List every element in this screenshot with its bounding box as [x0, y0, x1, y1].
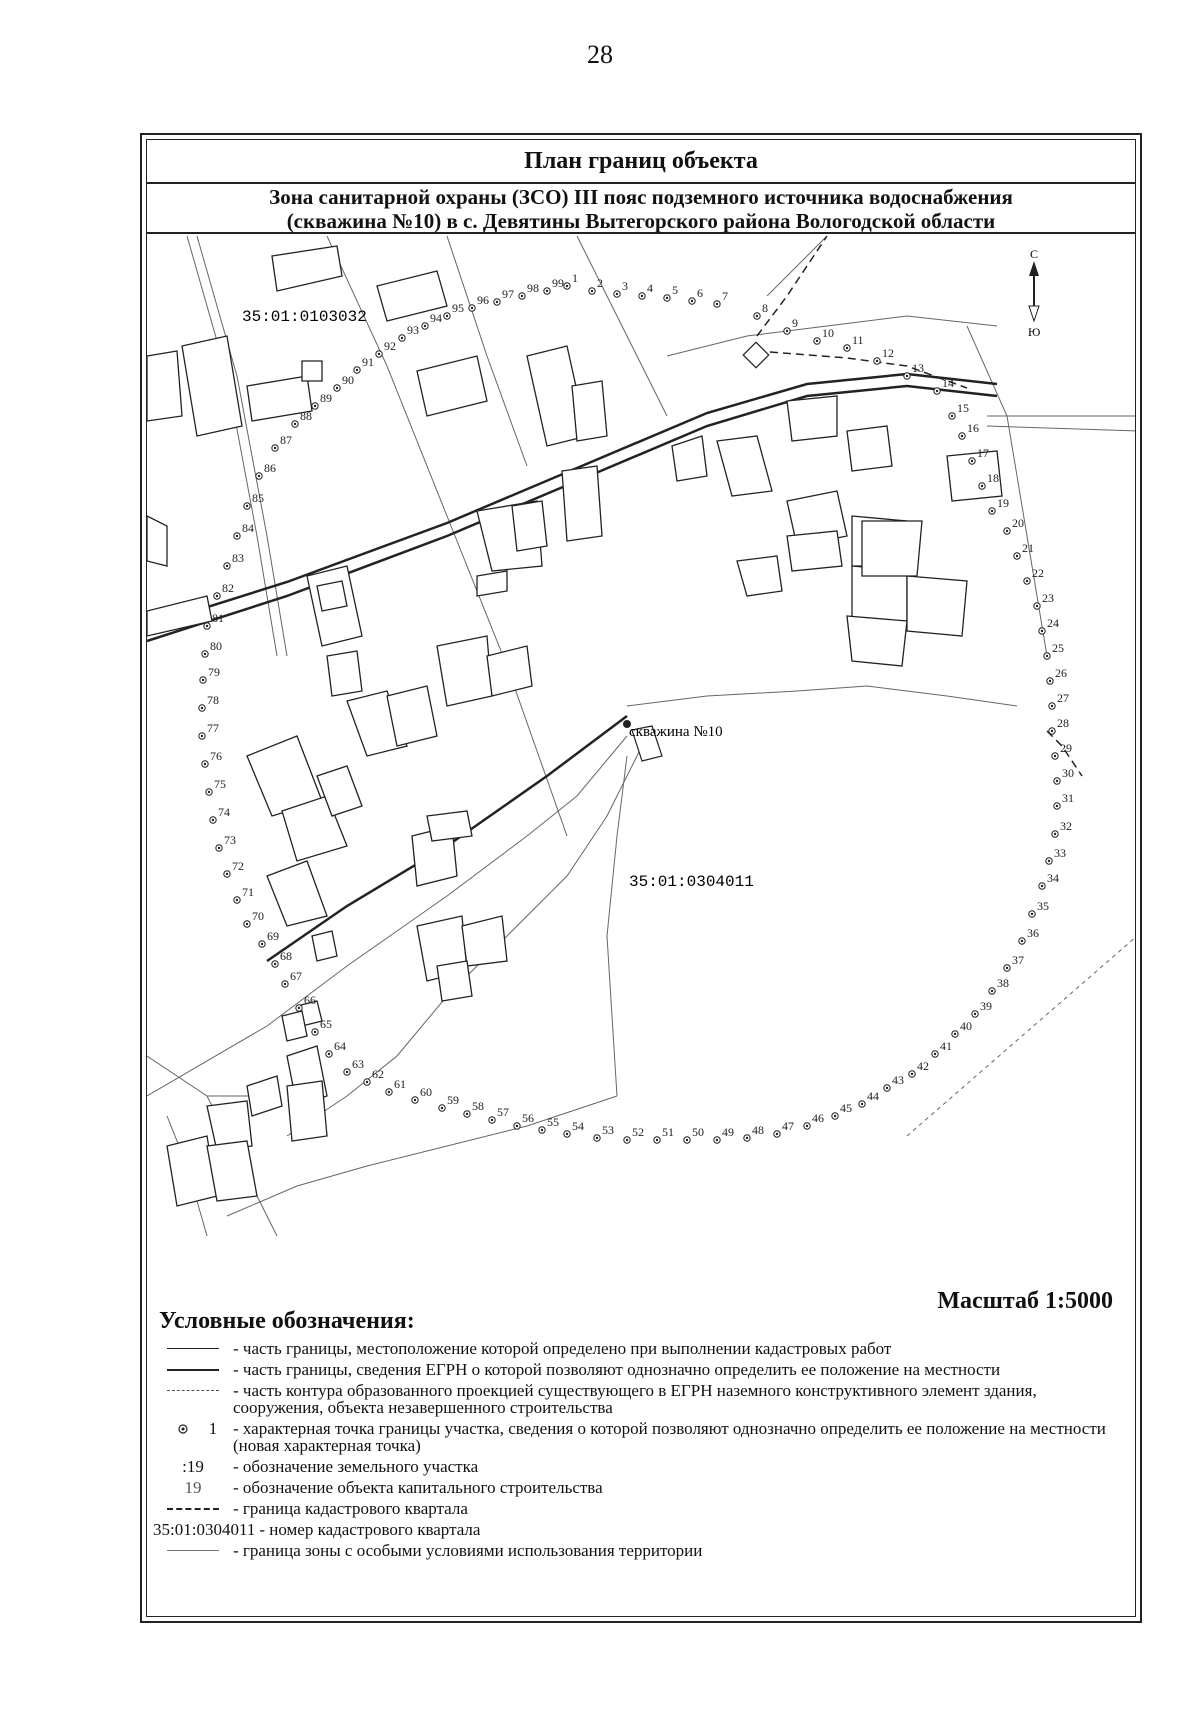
boundary-point-dot	[314, 405, 316, 407]
boundary-point-dot	[516, 1125, 518, 1127]
boundary-point-label: 80	[210, 639, 222, 653]
boundary-point-dot	[471, 307, 473, 309]
boundary-point-dot	[218, 847, 220, 849]
legend-row	[153, 1420, 1125, 1454]
boundary-point-label: 73	[224, 833, 236, 847]
boundary-point-dot	[378, 353, 380, 355]
boundary-point-dot	[566, 285, 568, 287]
legend-line-bold-icon	[167, 1369, 219, 1371]
boundary-point-dot	[204, 653, 206, 655]
boundary-point-dot	[906, 375, 908, 377]
boundary-point-dot	[246, 923, 248, 925]
boundary-point-dot	[1031, 913, 1033, 915]
boundary-point-label: 92	[384, 339, 396, 353]
boundary-point-label: 24	[1047, 616, 1059, 630]
boundary-point-label: 31	[1062, 791, 1074, 805]
boundary-point-label: 40	[960, 1019, 972, 1033]
boundary-point-dot	[212, 819, 214, 821]
legend-title: Условные обозначения:	[159, 1308, 415, 1334]
boundary-point-label: 49	[722, 1125, 734, 1139]
boundary-point-dot	[691, 300, 693, 302]
page-title: План границ объекта	[524, 148, 758, 174]
boundary-point-label: 27	[1057, 691, 1069, 705]
boundary-point-label: 29	[1060, 741, 1072, 755]
boundary-point-dot	[786, 330, 788, 332]
boundary-point-dot	[1051, 730, 1053, 732]
boundary-point-label: 51	[662, 1125, 674, 1139]
boundary-point-label: 42	[917, 1059, 929, 1073]
boundary-point-label: 84	[242, 521, 254, 535]
legend-text: - характерная точка границы участка, сведения о которой позволяют однозначно определить ее положение на местности (новая характерная точка)	[233, 1419, 1106, 1455]
boundary-point-dot	[1016, 555, 1018, 557]
boundary-point-label: 16	[967, 421, 979, 435]
boundary-point-label: 62	[372, 1067, 384, 1081]
boundary-point-dot	[951, 415, 953, 417]
boundary-point-dot	[911, 1073, 913, 1075]
legend-line-dotted-icon	[167, 1390, 219, 1391]
boundary-point-dot	[566, 1133, 568, 1135]
boundary-point-label: 5	[672, 283, 678, 297]
boundary-point-dot	[686, 1139, 688, 1141]
boundary-point-dot	[846, 347, 848, 349]
boundary-point-label: 86	[264, 461, 276, 475]
plan-inner-frame	[146, 139, 1136, 1617]
boundary-point-dot	[1049, 680, 1051, 682]
boundary-point-dot	[441, 1107, 443, 1109]
boundary-point-dot	[1051, 705, 1053, 707]
boundary-point-label: 61	[394, 1077, 406, 1091]
boundary-point-dot	[806, 1125, 808, 1127]
boundary-point-label: 98	[527, 281, 539, 295]
legend-row	[153, 1500, 1125, 1517]
boundary-point-dot	[261, 943, 263, 945]
legend-row	[153, 1382, 1125, 1416]
boundary-point-label: 54	[572, 1119, 584, 1133]
boundary-point-dot	[236, 535, 238, 537]
boundary-point-dot	[756, 315, 758, 317]
boundary-point-dot	[258, 475, 260, 477]
boundary-point-dot	[834, 1115, 836, 1117]
boundary-point-label: 4	[647, 281, 653, 295]
legend-line-dashed-icon	[167, 1508, 219, 1510]
boundary-point-label: 48	[752, 1123, 764, 1137]
boundary-point-label: 65	[320, 1017, 332, 1031]
boundary-point-label: 93	[407, 323, 419, 337]
boundary-point-dot	[521, 295, 523, 297]
boundary-point-dot	[294, 423, 296, 425]
boundary-point-dot	[414, 1099, 416, 1101]
boundary-point-label: 94	[430, 311, 442, 325]
boundary-point-label: 97	[502, 287, 514, 301]
legend-row	[153, 1542, 1125, 1559]
boundary-point-dot	[204, 763, 206, 765]
page-number: 28	[587, 40, 613, 69]
boundary-point-dot	[1054, 833, 1056, 835]
boundary-point-dot	[1048, 860, 1050, 862]
boundary-point-label: 79	[208, 665, 220, 679]
boundary-point-dot	[776, 1133, 778, 1135]
boundary-point-dot	[284, 983, 286, 985]
boundary-point-dot	[336, 387, 338, 389]
boundary-point-label: 14	[942, 376, 954, 390]
legend-text: - обозначение объекта капитального строительства	[233, 1478, 603, 1497]
boundary-point-label: 17	[977, 446, 989, 460]
boundary-point-label: 83	[232, 551, 244, 565]
boundary-point-label: 47	[782, 1119, 794, 1133]
boundary-point-dot	[991, 510, 993, 512]
subtitle-box	[147, 182, 1135, 234]
boundary-point-dot	[656, 1139, 658, 1141]
boundary-point-label: 28	[1057, 716, 1069, 730]
boundary-point-label: 77	[207, 721, 219, 735]
legend-text: - граница кадастрового квартала	[233, 1499, 468, 1518]
legend-text: - номер кадастрового квартала	[259, 1520, 481, 1539]
boundary-point-label: 20	[1012, 516, 1024, 530]
legend-row	[153, 1340, 1125, 1357]
boundary-point-label: 2	[597, 276, 603, 290]
boundary-point-label: 91	[362, 355, 374, 369]
boundary-point-dot	[201, 707, 203, 709]
boundary-point-label: 10	[822, 326, 834, 340]
quarter-label-south: 35:01:0304011	[629, 873, 754, 891]
boundary-point-dot	[626, 1139, 628, 1141]
well-label: скважина №10	[629, 724, 723, 740]
boundary-point-dot	[208, 791, 210, 793]
boundary-point-label: 63	[352, 1057, 364, 1071]
legend-text: - граница зоны с особыми условиями использования территории	[233, 1541, 703, 1560]
legend-text: - часть границы, сведения ЕГРН о которой позволяют однозначно определить ее положение на местности	[233, 1360, 1001, 1379]
boundary-point-dot	[616, 293, 618, 295]
boundary-point-label: 12	[882, 346, 894, 360]
boundary-point-dot	[1041, 630, 1043, 632]
boundary-point-label: 56	[522, 1111, 534, 1125]
boundary-point-dot	[934, 1053, 936, 1055]
zone-points	[199, 271, 1074, 1143]
boundary-point-label: 82	[222, 581, 234, 595]
north-arrow-head-icon	[1029, 261, 1039, 276]
boundary-point-dot	[746, 1137, 748, 1139]
boundary-point-dot	[446, 315, 448, 317]
well-marker	[623, 342, 769, 761]
boundary-point-dot	[346, 1071, 348, 1073]
boundary-point-label: 90	[342, 373, 354, 387]
boundary-point-label: 36	[1027, 926, 1039, 940]
boundary-point-label: 37	[1012, 953, 1024, 967]
boundary-point-label: 39	[980, 999, 992, 1013]
boundary-point-dot	[226, 873, 228, 875]
subtitle-line-1: Зона санитарной охраны (ЗСО) III пояс подземного источника водоснабжения	[269, 185, 1013, 209]
boundary-point-dot	[388, 1091, 390, 1093]
boundary-point-dot	[424, 325, 426, 327]
boundary-point-label: 99	[552, 276, 564, 290]
boundary-point-dot	[974, 1013, 976, 1015]
legend-text: - часть контура образованного проекцией существующего в ЕГРН наземного конструктивного элемент здания, сооружения, объекта незавершенного строительства	[233, 1381, 1037, 1417]
boundary-point-label: 35	[1037, 899, 1049, 913]
boundary-point-dot	[314, 1031, 316, 1033]
marker-diamond-icon	[743, 342, 768, 367]
boundary-point-dot	[1056, 780, 1058, 782]
boundary-point-label: 85	[252, 491, 264, 505]
boundary-point-label: 78	[207, 693, 219, 707]
boundary-point-dot	[1041, 885, 1043, 887]
boundary-point-dot	[366, 1081, 368, 1083]
boundary-point-dot	[328, 1053, 330, 1055]
boundary-point-dot	[298, 1007, 300, 1009]
subtitle-line-2: (скважина №10) в с. Девятины Вытегорского района Вологодской области	[286, 209, 996, 233]
boundary-point-label: 9	[792, 316, 798, 330]
cadastral-map	[147, 236, 1135, 1236]
boundary-point-label: 68	[280, 949, 292, 963]
boundary-point-label: 11	[852, 333, 864, 347]
legend-row	[153, 1479, 1125, 1496]
boundary-point-dot	[936, 390, 938, 392]
boundary-point-label: 15	[957, 401, 969, 415]
boundary-point-label: 46	[812, 1111, 824, 1125]
boundary-point-dot	[666, 297, 668, 299]
boundary-point-dot	[1021, 940, 1023, 942]
legend-row	[153, 1361, 1125, 1378]
boundary-point-label: 1	[572, 271, 578, 285]
boundary-point-label: 75	[214, 777, 226, 791]
boundary-point-label: 30	[1062, 766, 1074, 780]
boundary-point-dot	[716, 1139, 718, 1141]
boundary-point-dot	[202, 679, 204, 681]
boundary-point-dot	[596, 1137, 598, 1139]
boundary-point-label: 21	[1022, 541, 1034, 555]
boundary-point-dot	[356, 369, 358, 371]
boundary-point-label: 67	[290, 969, 302, 983]
boundary-point-label: 52	[632, 1125, 644, 1139]
boundary-point-label: 50	[692, 1125, 704, 1139]
scale-label: Масштаб 1:5000	[937, 1288, 1113, 1314]
legend-quarter-symbol: 35:01:0304011	[153, 1520, 256, 1539]
boundary-point-label: 19	[997, 496, 1009, 510]
title-box	[147, 140, 1135, 184]
legend-point-icon	[169, 1420, 209, 1437]
boundary-point-label: 6	[697, 286, 703, 300]
quarter-label-north: 35:01:0103032	[242, 308, 367, 326]
south-arrow-head-icon	[1029, 306, 1039, 321]
boundary-point-dot	[541, 1129, 543, 1131]
boundary-point-label: 66	[304, 993, 316, 1007]
boundary-point-dot	[206, 625, 208, 627]
boundary-point-label: 7	[722, 289, 728, 303]
boundary-point-dot	[971, 460, 973, 462]
boundary-point-label: 96	[477, 293, 489, 307]
south-label: Ю	[1028, 325, 1041, 339]
boundary-point-dot	[491, 1119, 493, 1121]
legend-line-thin-icon	[167, 1550, 219, 1551]
boundary-point-label: 60	[420, 1085, 432, 1099]
legend-row	[153, 1521, 1125, 1538]
boundary-point-label: 44	[867, 1089, 879, 1103]
boundary-point-label: 76	[210, 749, 222, 763]
boundary-point-dot	[201, 735, 203, 737]
legend-parcel-symbol: :19	[182, 1457, 204, 1476]
boundary-point-label: 89	[320, 391, 332, 405]
boundary-point-dot	[401, 337, 403, 339]
boundary-point-label: 57	[497, 1105, 509, 1119]
boundary-point-dot	[496, 301, 498, 303]
boundary-point-dot	[981, 485, 983, 487]
boundary-point-dot	[861, 1103, 863, 1105]
boundary-point-label: 58	[472, 1099, 484, 1113]
boundary-point-dot	[991, 990, 993, 992]
boundary-point-label: 26	[1055, 666, 1067, 680]
boundary-point-dot	[641, 295, 643, 297]
map-area	[147, 236, 1135, 1236]
legend-text: - часть границы, местоположение которой определено при выполнении кадастровых работ	[233, 1339, 892, 1358]
boundary-point-dot	[876, 360, 878, 362]
boundary-point-label: 41	[940, 1039, 952, 1053]
boundary-point-label: 32	[1060, 819, 1072, 833]
boundary-point-dot	[546, 290, 548, 292]
boundary-point-dot	[954, 1033, 956, 1035]
boundary-point-label: 64	[334, 1039, 346, 1053]
boundary-point-label: 23	[1042, 591, 1054, 605]
boundary-point-label: 18	[987, 471, 999, 485]
boundary-point-label: 74	[218, 805, 230, 819]
boundary-point-dot	[246, 505, 248, 507]
boundary-point-label: 25	[1052, 641, 1064, 655]
boundary-point-label: 95	[452, 301, 464, 315]
boundary-point-label: 43	[892, 1073, 904, 1087]
boundary-point-label: 88	[300, 409, 312, 423]
boundary-point-label: 87	[280, 433, 292, 447]
boundary-point-dot	[226, 565, 228, 567]
boundary-point-dot	[591, 290, 593, 292]
boundary-point-label: 69	[267, 929, 279, 943]
boundary-point-dot	[1046, 655, 1048, 657]
boundary-point-dot	[716, 303, 718, 305]
boundary-point-label: 13	[912, 361, 924, 375]
boundary-point-label: 8	[762, 301, 768, 315]
boundary-point-label: 22	[1032, 566, 1044, 580]
legend-line-solid-icon	[167, 1348, 219, 1349]
boundary-point-dot	[1006, 530, 1008, 532]
boundary-point-dot	[816, 340, 818, 342]
north-arrow	[1028, 247, 1040, 339]
boundary-point-label: 72	[232, 859, 244, 873]
boundary-point-label: 70	[252, 909, 264, 923]
boundary-point-dot	[886, 1087, 888, 1089]
legend-building-symbol: 19	[184, 1478, 202, 1497]
legend-text: - обозначение земельного участка	[233, 1457, 479, 1476]
boundary-point-dot	[1056, 805, 1058, 807]
boundary-point-label: 38	[997, 976, 1009, 990]
legend-row	[153, 1458, 1125, 1475]
boundary-point-label: 34	[1047, 871, 1059, 885]
boundary-point-dot	[236, 899, 238, 901]
legend-point-number: 1	[208, 1419, 218, 1438]
boundary-point-dot	[961, 435, 963, 437]
boundary-point-dot	[1026, 580, 1028, 582]
boundary-point-label: 55	[547, 1115, 559, 1129]
boundary-point-dot	[1036, 605, 1038, 607]
boundary-point-label: 71	[242, 885, 254, 899]
boundary-point-label: 45	[840, 1101, 852, 1115]
boundary-point-label: 3	[622, 279, 628, 293]
boundary-point-label: 59	[447, 1093, 459, 1107]
boundary-point-dot	[274, 963, 276, 965]
north-label: С	[1030, 247, 1039, 261]
boundary-point-dot	[466, 1113, 468, 1115]
boundary-point-dot	[216, 595, 218, 597]
legend	[153, 1340, 1125, 1563]
plan-frame	[140, 133, 1142, 1623]
boundary-point-label: 81	[212, 611, 224, 625]
boundary-point-dot	[1006, 967, 1008, 969]
boundary-point-dot	[1054, 755, 1056, 757]
boundary-point-label: 53	[602, 1123, 614, 1137]
boundary-point-label: 33	[1054, 846, 1066, 860]
boundary-point-dot	[274, 447, 276, 449]
